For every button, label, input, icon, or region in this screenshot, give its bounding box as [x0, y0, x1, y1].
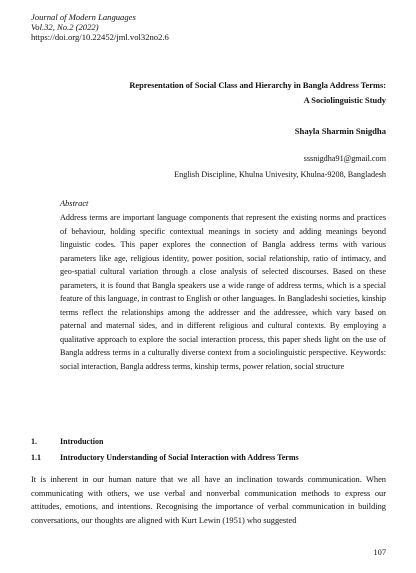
subsection-heading: Introductory Understanding of Social Interaction with Address Terms	[60, 453, 299, 462]
introduction-paragraph: It is inherent in our human nature that we all have an inclination towards communication. When communicating with others, we use verbal and nonverbal communication methods to express our attitudes, emotions, and intentions. Recognising the importance of verbal communication in building conversations, our thoughts are aligned with Kurt Lewin (1951) who suggested	[31, 475, 386, 525]
doi-link[interactable]: https://doi.org/10.22452/jml.vol32no2.6	[31, 32, 169, 42]
journal-volume: Vol.32, No.2 (2022)	[31, 22, 99, 32]
section-heading-introduction: Introduction	[60, 437, 104, 446]
author-name: Shayla Sharmin Snigdha	[294, 126, 386, 136]
page-number: 107	[373, 548, 386, 557]
author-email[interactable]: sssnigdha91@gmail.com	[303, 154, 386, 163]
subsection-number: 1.1	[31, 453, 41, 462]
author-affiliation: English Discipline, Khulna Univesity, Khulna-9208, Bangladesh	[174, 170, 386, 179]
section-number: 1.	[31, 437, 37, 446]
abstract-text: Address terms are important language components that represent the existing norms and practices of behaviour, holding specific contextual meanings in society and adding meanings beyond linguistic codes. This paper explores the connection of Bangla address terms with various parameters like age, religious identity, power position, social relationship, ratio of intimacy, and geo-spatial cultural variation through a close analysis of selected discourses. Based on these parameters, it is found that Bangla speakers use a wide range of address terms, which is a special feature of this language, in contrast to English or other languages. In Bangladeshi societies, kinship terms reflect the relationships among the addresser and the addressee, which vary based on paternal and maternal sides, and in different religious and cultural contexts. By employing a qualitative approach to explore the social interaction process, this paper sheds light on the use of Bangla address terms in a culturally diverse context from a sociolinguistic perspective. Keywords: social interaction, Bangla address terms, kinship terms, power relation, social structure	[60, 213, 386, 371]
journal-header	[31, 12, 231, 42]
paper-title-line1: Representation of Social Class and Hierarchy in Bangla Address Terms:	[129, 81, 386, 90]
journal-name: Journal of Modern Languages	[31, 12, 136, 22]
paper-title-line2: A Sociolinguistic Study	[303, 96, 386, 105]
abstract-heading: Abstract	[60, 199, 89, 208]
